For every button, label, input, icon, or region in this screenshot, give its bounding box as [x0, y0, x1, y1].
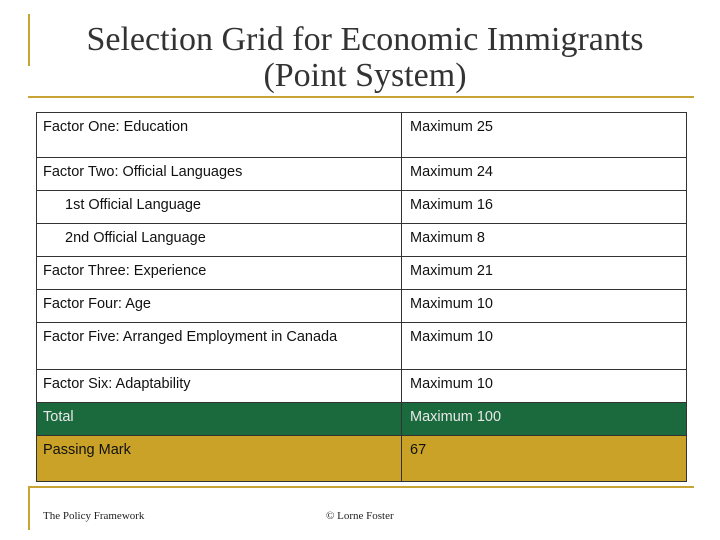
- table-row: [37, 290, 686, 323]
- table-row: [37, 224, 686, 257]
- maximum-cell: 67: [410, 442, 427, 458]
- factor-cell: Factor Two: Official Languages: [37, 158, 402, 190]
- maximum-cell: Maximum 25: [410, 119, 493, 135]
- maximum-cell: Maximum 100: [410, 409, 502, 425]
- title-divider: [28, 96, 694, 98]
- footer-left-text: The Policy Framework: [43, 510, 145, 522]
- factor-cell: Factor Three: Experience: [37, 257, 402, 289]
- selection-grid-table: [36, 112, 687, 482]
- table-row: [37, 323, 686, 370]
- maximum-cell: Maximum 24: [410, 164, 493, 180]
- passing-mark-row: [37, 436, 686, 481]
- factor-cell: Passing Mark: [37, 436, 402, 481]
- footer-divider: [28, 486, 694, 488]
- footer-copyright-text: © Lorne Foster: [326, 510, 394, 522]
- factor-cell: Factor Four: Age: [37, 290, 402, 322]
- table-row: [37, 257, 686, 290]
- factor-cell: Factor Six: Adaptability: [37, 370, 402, 402]
- table-row: [37, 158, 686, 191]
- slide-title: [40, 22, 690, 94]
- total-row: [37, 403, 686, 436]
- frame-accent-bottom: [28, 486, 30, 530]
- maximum-cell: Maximum 21: [410, 263, 493, 279]
- title-line-1: Selection Grid for Economic Immigrants: [86, 21, 644, 58]
- maximum-cell: Maximum 10: [410, 296, 493, 312]
- table-row: [37, 191, 686, 224]
- title-line-2: (Point System): [263, 57, 467, 94]
- factor-cell: Total: [37, 403, 402, 435]
- table-row: [37, 370, 686, 403]
- factor-cell: 2nd Official Language: [37, 224, 402, 256]
- maximum-cell: Maximum 10: [410, 329, 493, 345]
- factor-cell: Factor Five: Arranged Employment in Canada: [37, 323, 402, 369]
- frame-accent-top: [28, 14, 30, 66]
- factor-cell: Factor One: Education: [37, 113, 402, 157]
- maximum-cell: Maximum 8: [410, 230, 485, 246]
- table-row: [37, 113, 686, 158]
- factor-cell: 1st Official Language: [37, 191, 402, 223]
- maximum-cell: Maximum 16: [410, 197, 493, 213]
- maximum-cell: Maximum 10: [410, 376, 493, 392]
